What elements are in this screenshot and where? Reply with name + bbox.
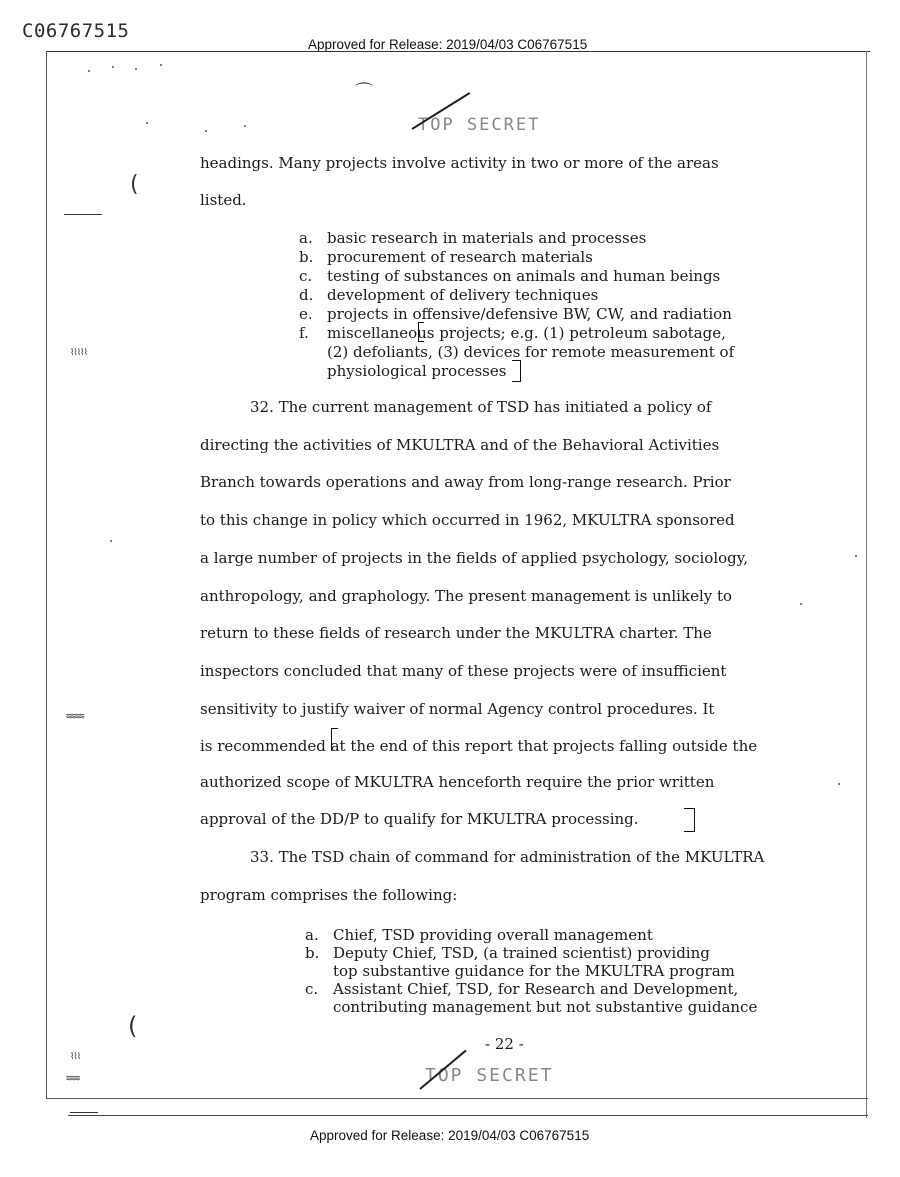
- list-marker: f.: [299, 324, 309, 342]
- page-number: - 22 -: [485, 1035, 524, 1053]
- paragraph-32-line: sensitivity to justify waiver of normal Agency control procedures. It: [200, 700, 715, 718]
- release-stamp-top: Approved for Release: 2019/04/03 C06767515: [308, 37, 588, 52]
- page-frame-bottom-rule: [68, 1115, 868, 1116]
- scan-speck: [110, 540, 112, 542]
- scan-speck: [205, 130, 207, 132]
- paragraph-32-line: 32. The current management of TSD has initiated a policy of: [250, 398, 712, 416]
- scan-speck: [160, 64, 162, 66]
- list-item-continuation: [305, 962, 735, 980]
- paragraph-32-line: inspectors concluded that many of these projects were of insufficient: [200, 662, 727, 680]
- redaction-bracket: [331, 728, 338, 751]
- list-item: [299, 229, 646, 247]
- list-item-text: development of delivery techniques: [327, 286, 599, 304]
- margin-scribble: ≋≋≋≋: [66, 712, 84, 722]
- margin-scribble: ⌇⌇⌇: [70, 1052, 81, 1062]
- list-item-text: top substantive guidance for the MKULTRA program: [333, 962, 735, 980]
- list-item-text: Deputy Chief, TSD, (a trained scientist) providing: [333, 944, 710, 962]
- page-frame-left: [46, 51, 47, 1099]
- scan-speck: [146, 122, 148, 124]
- body-line: headings. Many projects involve activity in two or more of the areas: [200, 154, 719, 172]
- scan-mark-parenthesis: (: [128, 1012, 138, 1040]
- paragraph-32-line: authorized scope of MKULTRA henceforth require the prior written: [200, 773, 715, 791]
- paragraph-33-line: 33. The TSD chain of command for administration of the MKULTRA: [250, 848, 765, 866]
- scan-mark-dash: [64, 214, 102, 215]
- list-item-text: testing of substances on animals and human beings: [327, 267, 721, 285]
- paragraph-32-line: to this change in policy which occurred in 1962, MKULTRA sponsored: [200, 511, 735, 529]
- redaction-bracket: [512, 360, 521, 382]
- list-item-text: procurement of research materials: [327, 248, 593, 266]
- list-marker: a.: [305, 926, 319, 944]
- list-item-text: contributing management but not substantive guidance: [333, 998, 758, 1016]
- classification-stamp-top: TOP SECRET: [418, 115, 541, 135]
- list-item: [305, 926, 653, 944]
- page-frame-right: [866, 51, 867, 1118]
- list-item: [305, 944, 710, 962]
- scan-speck: [135, 68, 137, 70]
- list-item: [299, 324, 726, 342]
- list-item-text: miscellaneous projects; e.g. (1) petroleum sabotage,: [327, 324, 726, 342]
- paragraph-32-line: anthropology, and graphology. The present management is unlikely to: [200, 587, 733, 605]
- list-item: [299, 286, 598, 304]
- list-item-continuation: physiological processes: [327, 362, 507, 380]
- list-item: [299, 267, 720, 285]
- list-marker: d.: [299, 286, 314, 304]
- list-marker: e.: [299, 305, 313, 323]
- list-item-text: basic research in materials and processes: [327, 229, 647, 247]
- scan-speck: [244, 125, 246, 127]
- list-marker: a.: [299, 229, 313, 247]
- paragraph-32-line: return to these fields of research under the MKULTRA charter. The: [200, 624, 712, 642]
- list-marker: c.: [299, 267, 313, 285]
- redaction-bracket: [684, 808, 695, 832]
- scan-speck: [88, 70, 90, 72]
- paragraph-32-line: directing the activities of MKULTRA and of the Behavioral Activities: [200, 436, 720, 454]
- list-item: [299, 305, 732, 323]
- paragraph-32-line: Branch towards operations and away from long-range research. Prior: [200, 473, 731, 491]
- list-marker: c.: [305, 980, 319, 998]
- scan-mark-hook: ⌒: [355, 82, 373, 103]
- scan-mark-dash: [70, 1112, 98, 1113]
- list-item: [299, 248, 593, 266]
- paragraph-32-line: is recommended at the end of this report that projects falling outside the: [200, 737, 758, 755]
- list-item-text: projects in offensive/defensive BW, CW, and radiation: [327, 305, 732, 323]
- list-item: [305, 980, 738, 998]
- list-marker: b.: [299, 248, 314, 266]
- page-frame-bottom: [46, 1098, 868, 1099]
- scan-speck: [838, 783, 840, 785]
- scan-speck: [800, 603, 802, 605]
- page-frame-top: [46, 51, 870, 52]
- scan-speck: [112, 66, 114, 68]
- redaction-bracket: [418, 322, 424, 342]
- scan-speck: [855, 555, 857, 557]
- list-item-continuation: [305, 998, 757, 1016]
- margin-scribble: ⌇⌇⌇⌇⌇: [70, 348, 87, 358]
- release-stamp-bottom: Approved for Release: 2019/04/03 C06767515: [310, 1128, 590, 1143]
- list-item-continuation: (2) defoliants, (3) devices for remote measurement of: [327, 343, 735, 361]
- classification-stamp-bottom: TOP SECRET: [425, 1065, 554, 1086]
- margin-scribble: ≋≋≋: [66, 1074, 80, 1084]
- document-id: C06767515: [22, 20, 130, 42]
- scan-mark-parenthesis: (: [130, 172, 139, 197]
- list-marker: b.: [305, 944, 320, 962]
- list-item-text: Chief, TSD providing overall management: [333, 926, 653, 944]
- paragraph-32-line: approval of the DD/P to qualify for MKULTRA processing.: [200, 810, 639, 828]
- paragraph-32-line: a large number of projects in the fields of applied psychology, sociology,: [200, 549, 749, 567]
- paragraph-33-line: program comprises the following:: [200, 886, 458, 904]
- list-item-text: Assistant Chief, TSD, for Research and Development,: [333, 980, 739, 998]
- body-line: listed.: [200, 191, 247, 209]
